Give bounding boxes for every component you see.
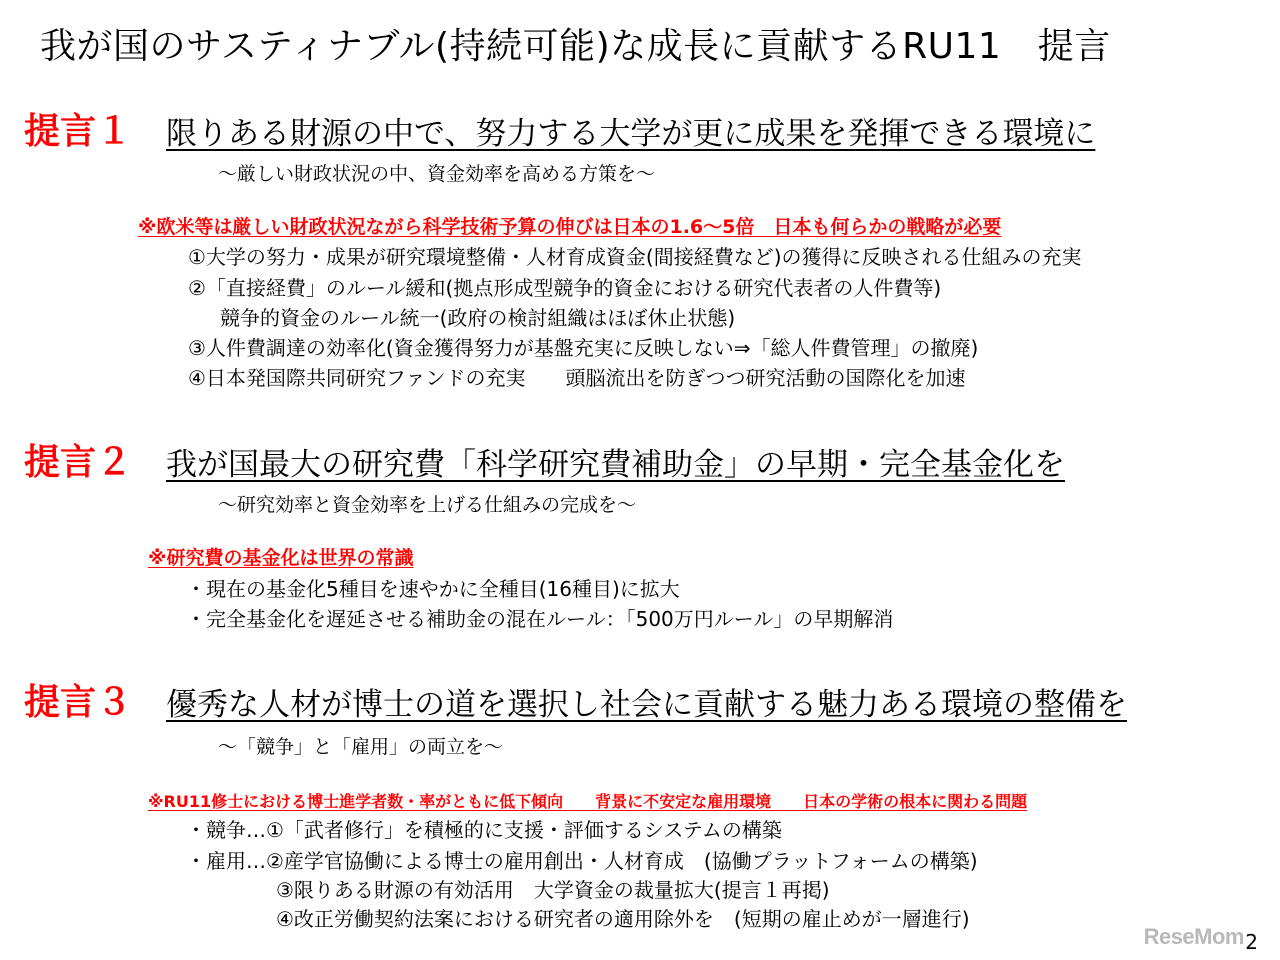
proposal-3-item-2: ・雇用…②産学官協働による博士の雇用創出・人材育成 (協働プラットフォームの構築): [186, 849, 978, 873]
proposal-2-note: ※研究費の基金化は世界の常識: [148, 547, 414, 569]
proposal-3-label: 提言３: [24, 682, 133, 723]
resemom-logo: ReseMom: [1143, 924, 1244, 949]
slide-title: 我が国のサスティナブル(持続可能)な成長に貢献するRU11 提言: [40, 26, 1111, 67]
proposal-2-label: 提言２: [24, 442, 133, 483]
proposal-3-heading: 優秀な人材が博士の道を選択し社会に貢献する魅力ある環境の整備を: [166, 687, 1127, 723]
proposal-1-item-3: ③人件費調達の効率化(資金獲得努力が基盤充実に反映しない⇒「総人件費管理」の撤廃): [188, 336, 979, 360]
proposal-1-item-2: ②「直接経費」のルール緩和(拠点形成型競争的資金における研究代表者の人件費等): [188, 276, 942, 300]
proposal-3-item-3: ③限りある財源の有効活用 大学資金の裁量拡大(提言１再掲): [276, 878, 830, 902]
proposal-3-item-4: ④改正労働契約法案における研究者の適用除外を (短期の雇止めが一層進行): [276, 907, 970, 931]
proposal-1-item-2b: 競争的資金のルール統一(政府の検討組織はほぼ休止状態): [220, 306, 736, 330]
proposal-2-heading: 我が国最大の研究費「科学研究費補助金」の早期・完全基金化を: [166, 447, 1065, 483]
proposal-1-note: ※欧米等は厳しい財政状況ながら科学技術予算の伸びは日本の1.6～5倍 日本も何らかの戦略が必要: [138, 216, 1002, 238]
proposal-1-label: 提言１: [24, 111, 133, 152]
page-number: 2: [1245, 930, 1258, 954]
proposal-1-item-1: ①大学の努力・成果が研究環境整備・人材育成資金(間接経費など)の獲得に反映される仕組みの充実: [188, 245, 1082, 269]
proposal-1-item-4: ④日本発国際共同研究ファンドの充実 頭脳流出を防ぎつつ研究活動の国際化を加速: [188, 366, 966, 390]
proposal-2-subtitle: ～研究効率と資金効率を上げる仕組みの完成を～: [218, 494, 637, 516]
proposal-2-item-2: ・完全基金化を遅延させる補助金の混在ルール：「500万円ルール」の早期解消: [186, 607, 894, 631]
proposal-2-item-1: ・現在の基金化5種目を速やかに全種目(16種目)に拡大: [186, 577, 680, 601]
proposal-3-subtitle: ～「競争」と「雇用」の両立を～: [218, 736, 504, 758]
proposal-1-subtitle: ～厳しい財政状況の中、資金効率を高める方策を～: [218, 163, 656, 185]
proposal-3-item-1: ・競争…①「武者修行」を積極的に支援・評価するシステムの構築: [186, 818, 782, 842]
proposal-1-heading: 限りある財源の中で、努力する大学が更に成果を発揮できる環境に: [166, 116, 1096, 152]
proposal-3-note: ※RU11修士における博士進学者数・率がともに低下傾向 背景に不安定な雇用環境 日本の学術の根本に関わる問題: [148, 792, 1028, 811]
